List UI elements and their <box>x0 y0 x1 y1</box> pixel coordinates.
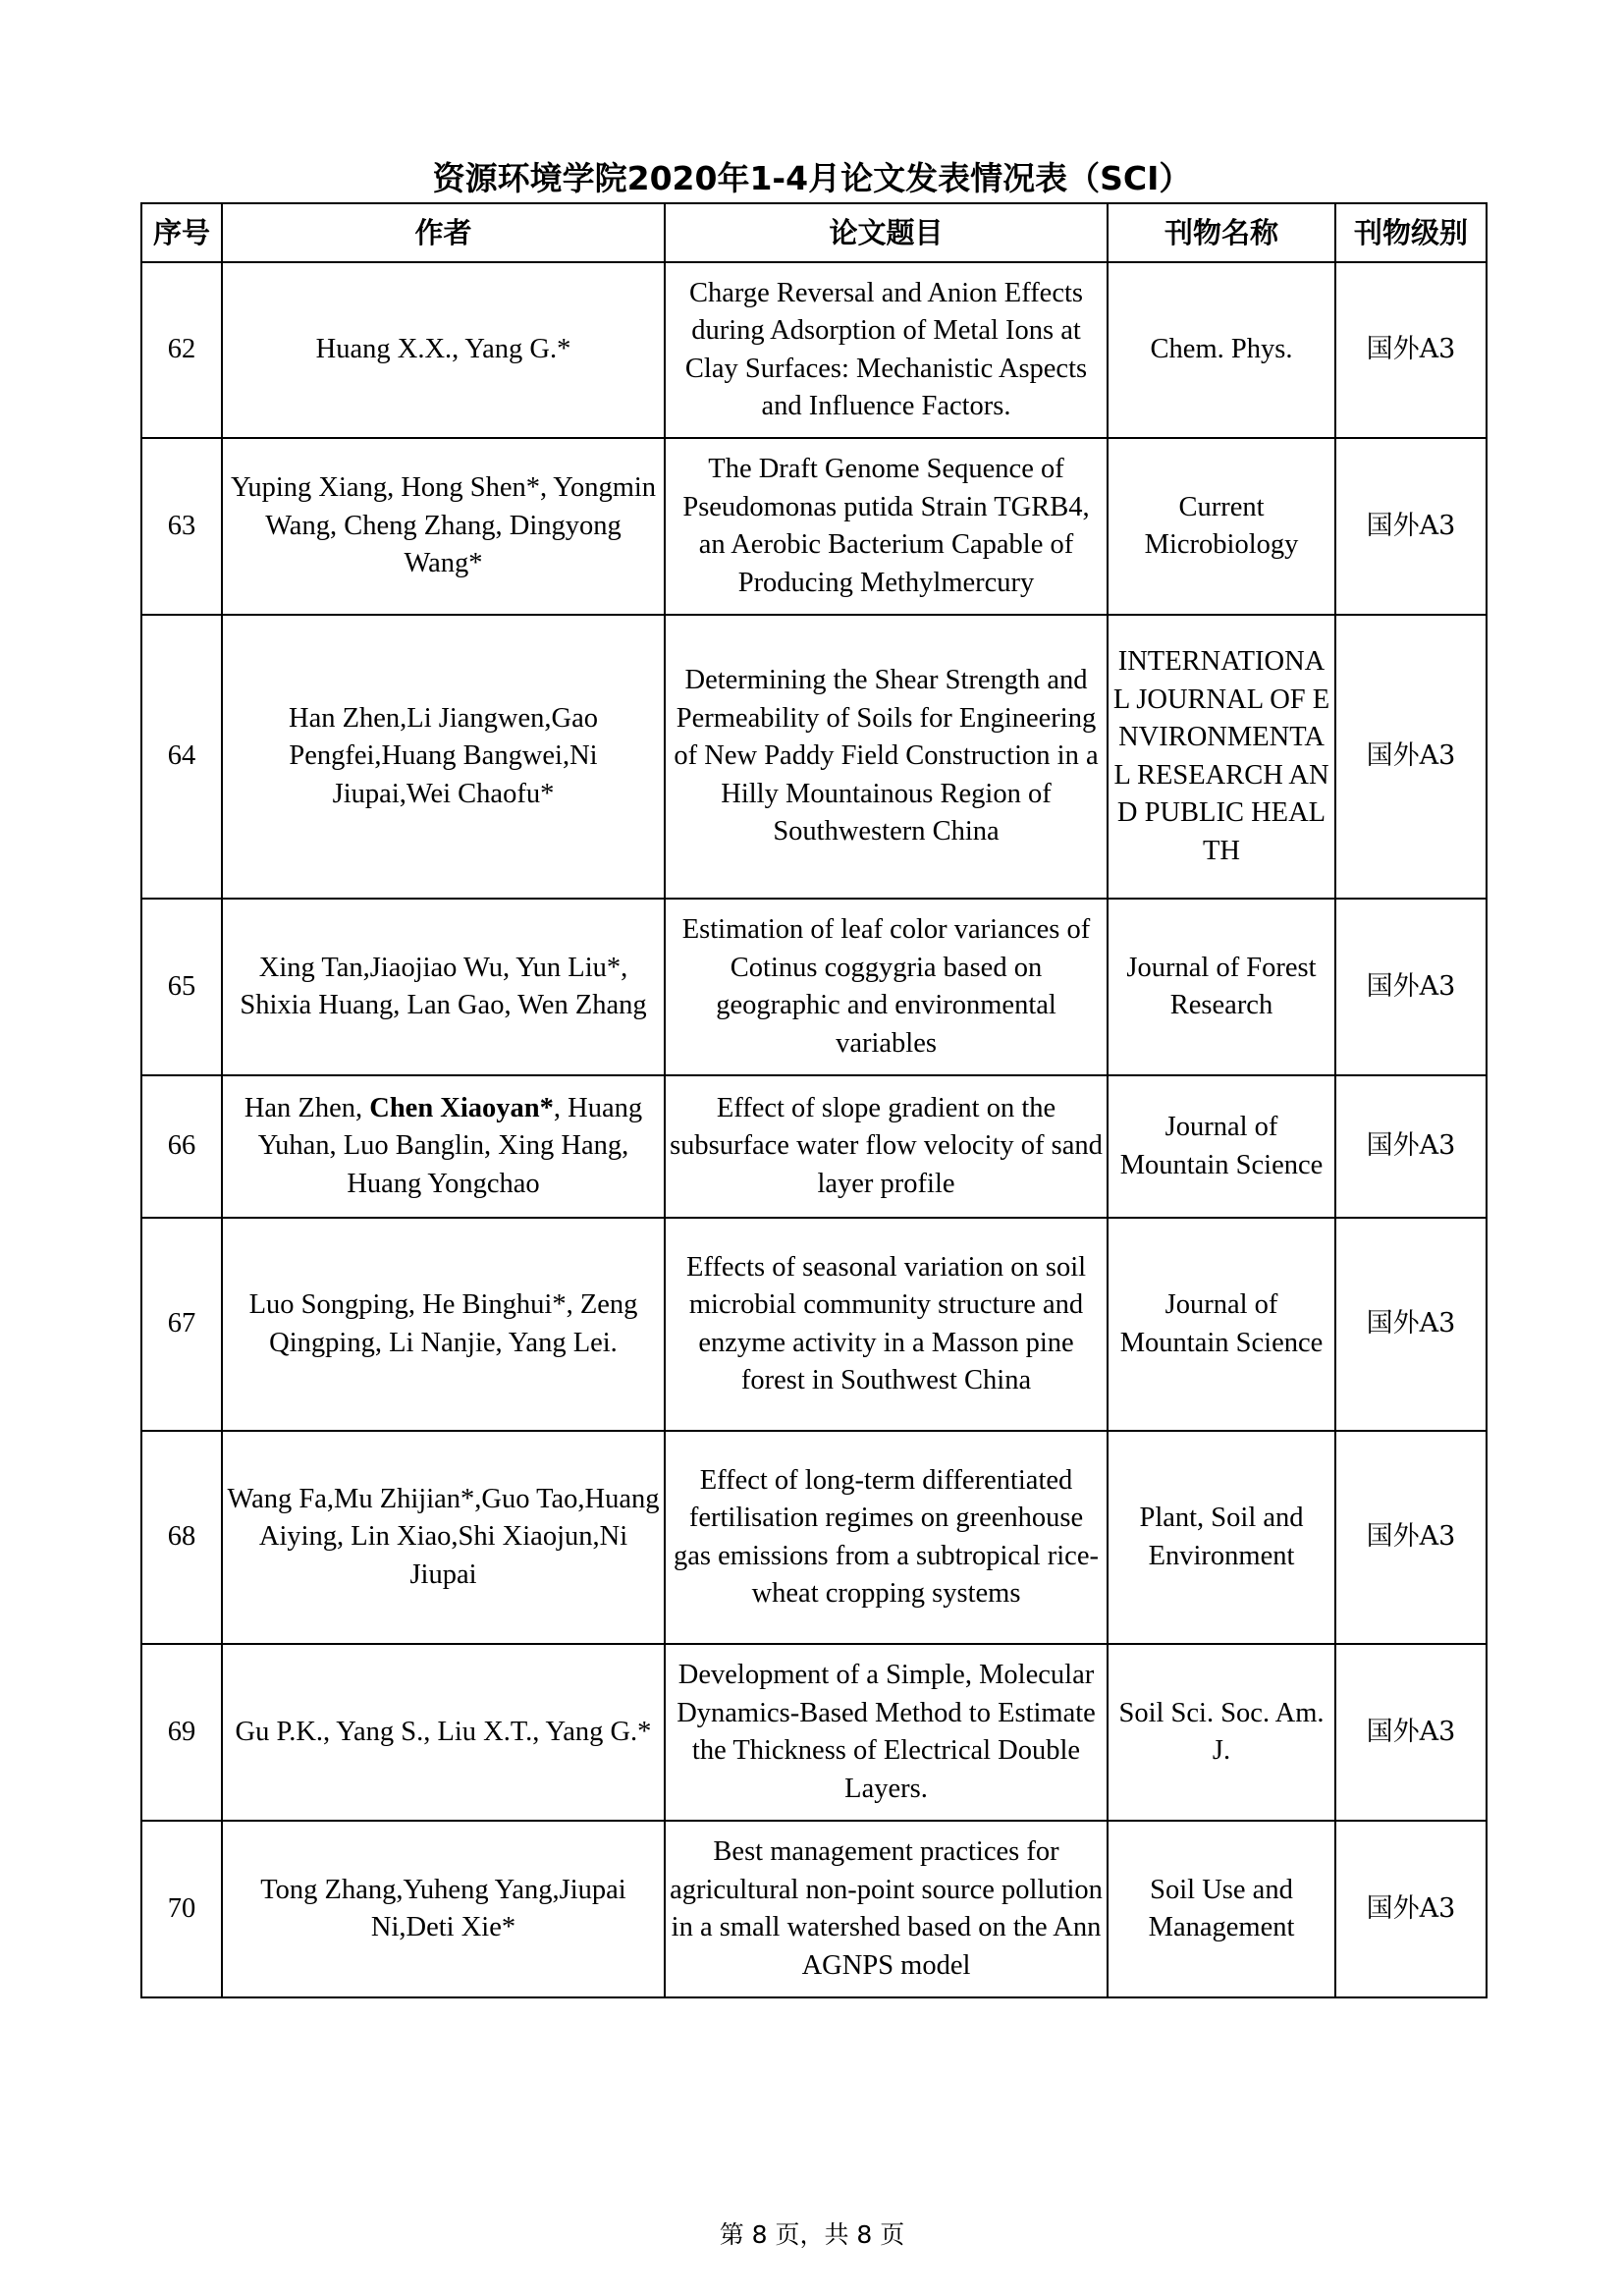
cell-journal: Current Microbiology <box>1108 438 1335 615</box>
cell-title: Effect of slope gradient on the subsurface water flow velocity of sand layer profile <box>665 1075 1108 1218</box>
cell-no: 69 <box>141 1644 222 1821</box>
cell-no: 70 <box>141 1821 222 1997</box>
cell-no: 63 <box>141 438 222 615</box>
table-row <box>141 1431 1487 1644</box>
cell-journal-text: INTERNATIONAL JOURNAL OF ENVIRONMENTAL RESEARCH AND PUBLIC HEALTH <box>1112 646 1330 866</box>
cell-authors <box>222 1075 665 1218</box>
table-row <box>141 615 1487 899</box>
table-row <box>141 1075 1487 1218</box>
cell-journal: Journal of Mountain Science <box>1108 1218 1335 1431</box>
cell-level: 国外A3 <box>1335 262 1487 438</box>
cell-level: 国外A3 <box>1335 438 1487 615</box>
cell-level: 国外A3 <box>1335 615 1487 899</box>
cell-authors: Luo Songping, He Binghui*, Zeng Qingping, Li Nanjie, Yang Lei. <box>222 1218 665 1431</box>
cell-no: 62 <box>141 262 222 438</box>
header-no: 序号 <box>141 203 222 262</box>
header-journal: 刊物名称 <box>1108 203 1335 262</box>
cell-journal <box>1108 615 1335 899</box>
cell-authors: Han Zhen,Li Jiangwen,Gao Pengfei,Huang Bangwei,Ni Jiupai,Wei Chaofu* <box>222 615 665 899</box>
cell-journal: Soil Sci. Soc. Am. J. <box>1108 1644 1335 1821</box>
cell-title: Development of a Simple, Molecular Dynamics-Based Method to Estimate the Thickness of Electrical Double Layers. <box>665 1644 1108 1821</box>
cell-level: 国外A3 <box>1335 1821 1487 1997</box>
cell-title: Estimation of leaf color variances of Cotinus coggygria based on geographic and environmental variables <box>665 899 1108 1075</box>
cell-title: Effects of seasonal variation on soil microbial community structure and enzyme activity in a Masson pine forest in Southwest China <box>665 1218 1108 1431</box>
cell-level: 国外A3 <box>1335 1218 1487 1431</box>
author-text: , Huang Yuhan, Luo Banglin, Xing Hang, Huang Yongchao <box>257 1092 643 1199</box>
cell-title <box>665 438 1108 615</box>
page-footer: 第 8 页，共 8 页 <box>719 2220 905 2249</box>
cell-journal: Soil Use and Management <box>1108 1821 1335 1997</box>
cell-authors: Xing Tan,Jiaojiao Wu, Yun Liu*, Shixia Huang, Lan Gao, Wen Zhang <box>222 899 665 1075</box>
cell-journal: Chem. Phys. <box>1108 262 1335 438</box>
table-row <box>141 438 1487 615</box>
table-row <box>141 1644 1487 1821</box>
publication-table <box>140 202 1488 1998</box>
cell-level: 国外A3 <box>1335 899 1487 1075</box>
header-title: 论文题目 <box>665 203 1108 262</box>
cell-title: Charge Reversal and Anion Effects during Adsorption of Metal Ions at Clay Surfaces: Mechanistic Aspects and Influence Factors. <box>665 262 1108 438</box>
table-row <box>141 262 1487 438</box>
author-bold: Chen Xiaoyan* <box>369 1092 554 1123</box>
cell-title: Effect of long-term differentiated fertilisation regimes on greenhouse gas emissions from a subtropical rice-wheat cropping systems <box>665 1431 1108 1644</box>
cell-no: 66 <box>141 1075 222 1218</box>
cell-authors: Gu P.K., Yang S., Liu X.T., Yang G.* <box>222 1644 665 1821</box>
table-row <box>141 1218 1487 1431</box>
cell-no: 64 <box>141 615 222 899</box>
cell-journal: Journal of Forest Research <box>1108 899 1335 1075</box>
cell-level: 国外A3 <box>1335 1431 1487 1644</box>
cell-journal: Journal of Mountain Science <box>1108 1075 1335 1218</box>
cell-level: 国外A3 <box>1335 1644 1487 1821</box>
cell-level: 国外A3 <box>1335 1075 1487 1218</box>
cell-authors: Huang X.X., Yang G.* <box>222 262 665 438</box>
page-title: 资源环境学院2020年1-4月论文发表情况表（SCI） <box>432 159 1192 197</box>
cell-title-text: The Draft Genome Sequence of Pseudomonas putida Strain TGRB4, an Aerobic Bacterium Capable of Producing Methylmercury <box>682 454 1090 598</box>
cell-no: 67 <box>141 1218 222 1431</box>
cell-authors: Tong Zhang,Yuheng Yang,Jiupai Ni,Deti Xie* <box>222 1821 665 1997</box>
table-header-row <box>141 203 1487 262</box>
table-row <box>141 1821 1487 1997</box>
cell-no: 65 <box>141 899 222 1075</box>
cell-title: Best management practices for agricultural non-point source pollution in a small watershed based on the Ann AGNPS model <box>665 1821 1108 1997</box>
cell-authors: Wang Fa,Mu Zhijian*,Guo Tao,Huang Aiying, Lin Xiao,Shi Xiaojun,Ni Jiupai <box>222 1431 665 1644</box>
cell-authors: Yuping Xiang, Hong Shen*, Yongmin Wang, Cheng Zhang, Dingyong Wang* <box>222 438 665 615</box>
cell-title: Determining the Shear Strength and Permeability of Soils for Engineering of New Paddy Field Construction in a Hilly Mountainous Region of Southwestern China <box>665 615 1108 899</box>
cell-no: 68 <box>141 1431 222 1644</box>
header-authors: 作者 <box>222 203 665 262</box>
cell-journal: Plant, Soil and Environment <box>1108 1431 1335 1644</box>
author-text: Han Zhen, <box>244 1092 370 1123</box>
table-row <box>141 899 1487 1075</box>
header-level: 刊物级别 <box>1335 203 1487 262</box>
